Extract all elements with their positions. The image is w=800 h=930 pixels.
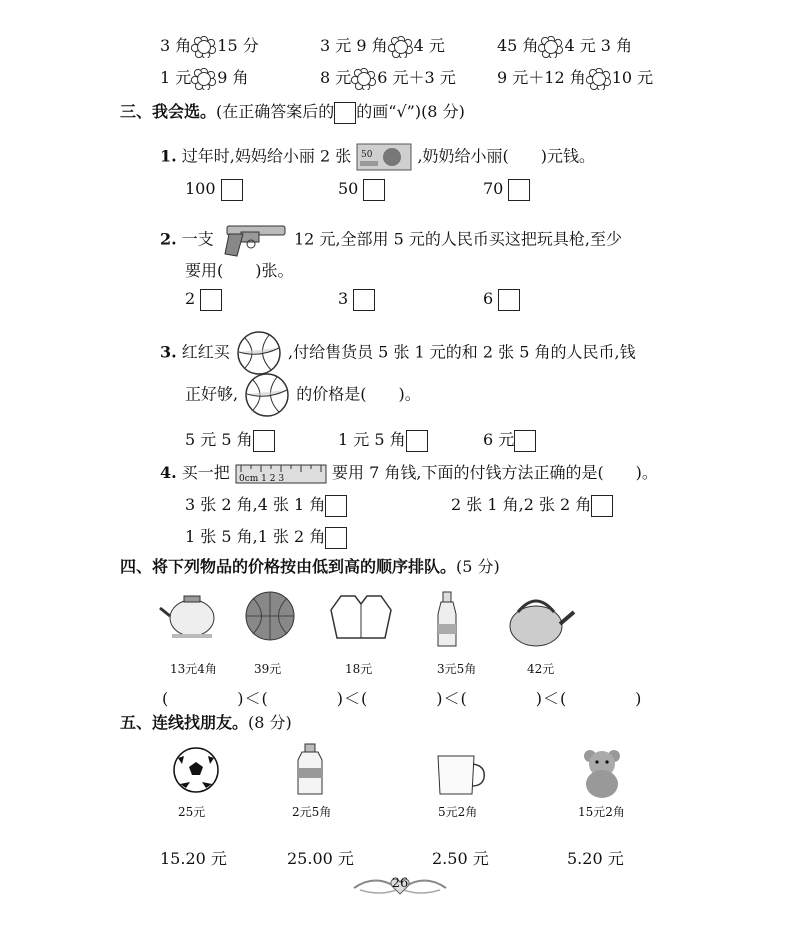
section4-items [158, 590, 578, 654]
q3-option: 6 元 [483, 429, 536, 452]
bottle-icon [438, 592, 456, 646]
price-label: 13元4角 [170, 662, 217, 676]
section5-items [160, 742, 640, 800]
section5-heading: 五、连线找朋友。(8 分) [120, 713, 292, 732]
answer-box[interactable] [591, 495, 613, 517]
flower-blank-icon[interactable] [586, 68, 612, 90]
question-1: 1. 过年时,妈妈给小丽 2 张 50 ,奶奶给小丽( )元钱。 [160, 143, 595, 171]
glass-mug-icon [438, 756, 484, 794]
kettle-icon [160, 596, 214, 638]
question-3-cont: 正好够, 的价格是( )。 [185, 372, 421, 418]
flower-blank-icon[interactable] [538, 36, 564, 58]
banknote-icon [356, 143, 412, 171]
answer-box[interactable] [221, 179, 243, 201]
answer-box[interactable] [200, 289, 222, 311]
q1-option: 50 [338, 178, 385, 201]
question-2: 2. 一支 12 元,全部用 5 元的人民币买这把玩具枪,至少 [160, 220, 622, 260]
answer-box[interactable] [514, 430, 536, 452]
flower-blank-icon[interactable] [191, 68, 217, 90]
value-label[interactable]: 5.20 元 [567, 849, 624, 868]
q1-option: 100 [185, 178, 243, 201]
soccer-ball-icon [174, 748, 218, 792]
jacket-icon [331, 596, 391, 638]
question-3: 3. 红红买 ,付给售货员 5 张 1 元的和 2 张 5 角的人民币,钱 [160, 330, 636, 376]
price-label: 3元5角 [437, 662, 477, 676]
answer-box[interactable] [353, 289, 375, 311]
price-label: 5元2角 [438, 805, 478, 819]
compare-item: 45 角 4 元 3 角 [497, 35, 632, 58]
q3-option: 5 元 5 角 [185, 429, 275, 452]
section3-heading: 三、我会选。(在正确答案后的 的画“√”)(8 分) [120, 101, 465, 124]
section4-heading: 四、将下列物品的价格按由低到高的顺序排队。(5 分) [120, 557, 500, 576]
page-number: 26 [391, 876, 409, 891]
q2-text: 要用( )张。 [185, 261, 294, 280]
answer-box[interactable] [363, 179, 385, 201]
teddy-bear-icon [584, 750, 620, 798]
q2-option: 6 [483, 288, 520, 311]
order-answer-line[interactable]: ( )＜( )＜( )＜( )＜( ) [162, 689, 643, 708]
compare-item: 1 元 9 角 [160, 67, 249, 90]
answer-box[interactable] [253, 430, 275, 452]
flower-blank-icon[interactable] [191, 36, 217, 58]
answer-box[interactable] [406, 430, 428, 452]
value-label[interactable]: 25.00 元 [287, 849, 354, 868]
q4-option: 1 张 5 角,1 张 2 角 [185, 526, 347, 549]
q1-option: 70 [483, 178, 530, 201]
answer-box[interactable] [508, 179, 530, 201]
answer-box[interactable] [325, 527, 347, 549]
compare-item: 3 元 9 角 4 元 [320, 35, 445, 58]
ball-icon [235, 330, 283, 376]
price-label: 25元 [178, 805, 206, 819]
question-4: 4. 买一把 0cm 1 2 3 要用 7 角钱,下面的付钱方法正确的是( )。 [160, 463, 658, 484]
q3-option: 1 元 5 角 [338, 429, 428, 452]
q4-option: 2 张 1 角,2 张 2 角 [451, 494, 613, 517]
price-label: 42元 [527, 662, 555, 676]
q2-option: 3 [338, 288, 375, 311]
price-label: 15元2角 [578, 805, 625, 819]
value-label[interactable]: 15.20 元 [160, 849, 227, 868]
ball-icon [243, 372, 291, 418]
basketball-icon [246, 592, 294, 640]
price-label: 2元5角 [292, 805, 332, 819]
answer-box[interactable] [498, 289, 520, 311]
answer-box-sample [334, 102, 356, 124]
price-label: 39元 [254, 662, 282, 676]
compare-item: 3 角 15 分 [160, 35, 259, 58]
teakettle-icon [510, 601, 574, 646]
flower-blank-icon[interactable] [351, 68, 377, 90]
compare-item: 9 元＋12 角 10 元 [497, 67, 653, 90]
svg-text:0cm 1 2 3: 0cm 1 2 3 [238, 473, 284, 484]
flower-blank-icon[interactable] [388, 36, 414, 58]
q4-option: 3 张 2 角,4 张 1 角 [185, 494, 347, 517]
svg-text:50: 50 [361, 150, 373, 160]
compare-item: 8 元 6 元＋3 元 [320, 67, 456, 90]
ruler-icon [235, 463, 327, 485]
water-bottle-icon [298, 744, 322, 794]
toy-gun-icon [219, 220, 289, 260]
value-label[interactable]: 2.50 元 [432, 849, 489, 868]
price-label: 18元 [345, 662, 373, 676]
answer-box[interactable] [325, 495, 347, 517]
q2-option: 2 [185, 288, 222, 311]
